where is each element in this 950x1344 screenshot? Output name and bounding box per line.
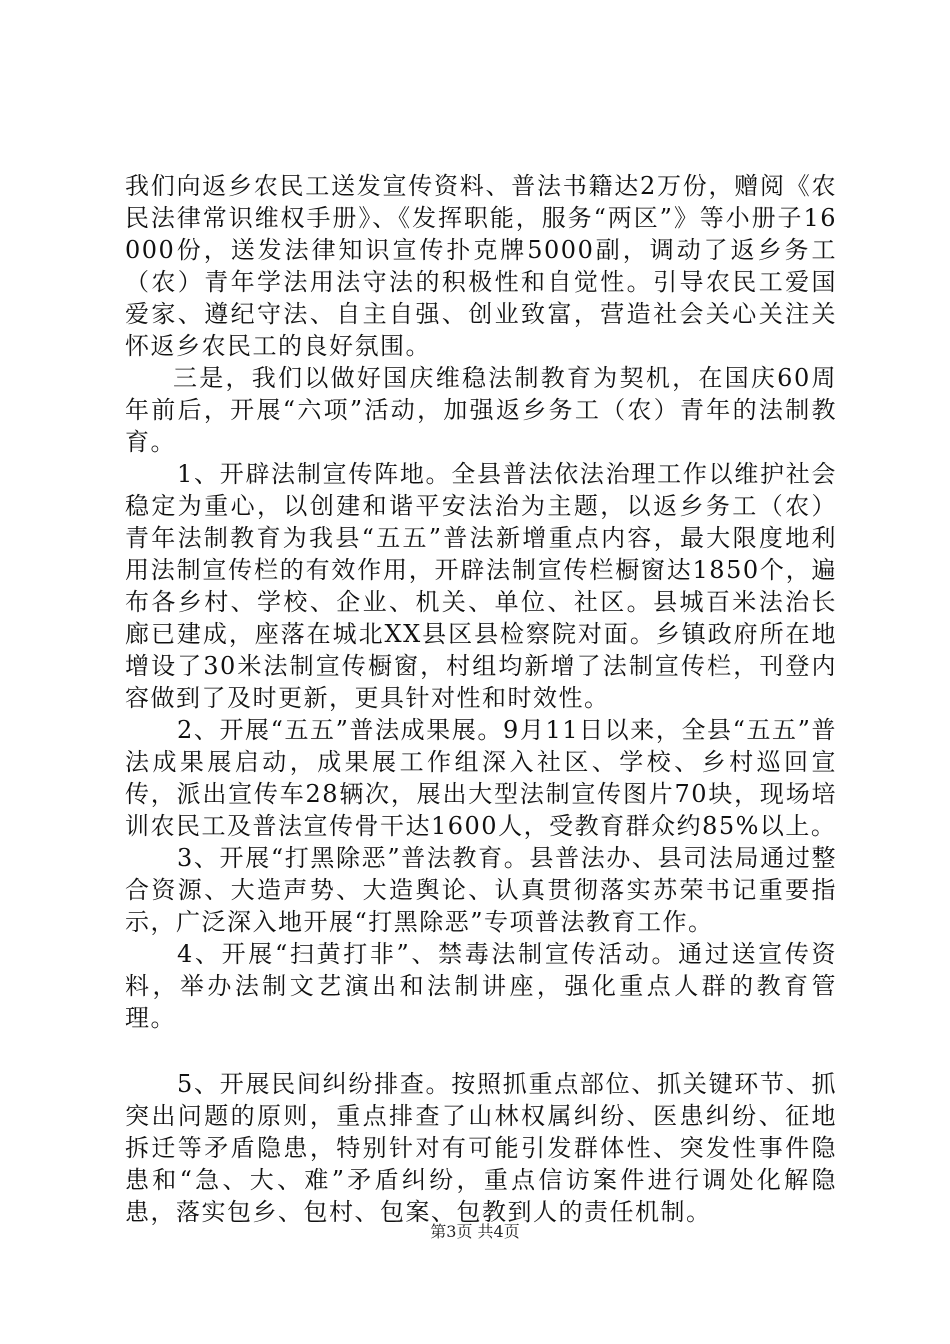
- paragraph-section-three: 三是，我们以做好国庆维稳法制教育为契机，在国庆60周年前后，开展“六项”活动，加强返乡务工（农）青年的法制教育。: [125, 364, 837, 456]
- paragraph-item-3: 3、开展“打黑除恶”普法教育。县普法办、县司法局通过整合资源、大造声势、大造舆论、认真贯彻落实苏荣书记重要指示，广泛深入地开展“打黑除恶”专项普法教育工作。: [125, 844, 837, 936]
- paragraph-item-2: 2、开展“五五”普法成果展。9月11日以来，全县“五五”普法成果展启动，成果展工作组深入社区、学校、乡村巡回宣传，派出宣传车28辆次，展出大型法制宣传图片70块，现场培训农民工及普法宣传骨干达1600人，受教育群众约85%以上。: [125, 716, 837, 840]
- page-number: 第3页 共4页: [430, 1222, 520, 1241]
- paragraph-item-5: 5、开展民间纠纷排查。按照抓重点部位、抓关键环节、抓突出问题的原则，重点排查了山林权属纠纷、医患纠纷、征地拆迁等矛盾隐患，特别针对有可能引发群体性、突发性事件隐患和“急、大、难”矛盾纠纷，重点信访案件进行调处化解隐患，落实包乡、包村、包案、包教到人的责任机制。: [125, 1070, 837, 1226]
- document-body: [125, 170, 837, 1228]
- page-footer: [0, 1222, 950, 1242]
- paragraph-item-1: 1、开辟法制宣传阵地。全县普法依法治理工作以维护社会稳定为重心，以创建和谐平安法治为主题，以返乡务工（农）青年法制教育为我县“五五”普法新增重点内容，最大限度地利用法制宣传栏的有效作用，开辟法制宣传栏橱窗达1850个，遍布各乡村、学校、企业、机关、单位、社区。县城百米法治长廊已建成，座落在城北XX县区县检察院对面。乡镇政府所在地增设了30米法制宣传橱窗，村组均新增了法制宣传栏，刊登内容做到了及时更新，更具针对性和时效性。: [125, 460, 837, 712]
- paragraph-continuation: 我们向返乡农民工送发宣传资料、普法书籍达2万份，赠阅《农民法律常识维权手册》、《发挥职能，服务“两区”》等小册子16000份，送发法律知识宣传扑克牌5000副，调动了返乡务工（农）青年学法用法守法的积极性和自觉性。引导农民工爱国爱家、遵纪守法、自主自强、创业致富，营造社会关心关注关怀返乡农民工的良好氛围。: [125, 172, 837, 360]
- paragraph-spacer: [125, 1034, 837, 1068]
- paragraph-item-4: 4、开展“扫黄打非”、禁毒法制宣传活动。通过送宣传资料，举办法制文艺演出和法制讲座，强化重点人群的教育管理。: [125, 940, 837, 1032]
